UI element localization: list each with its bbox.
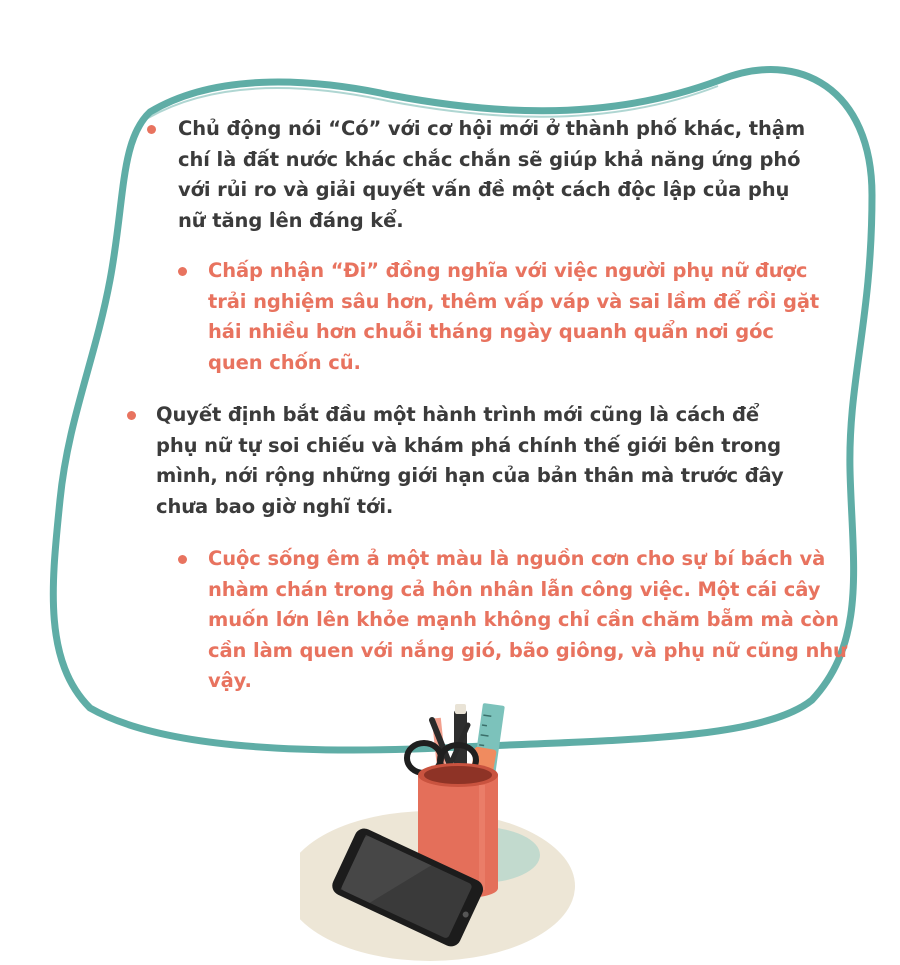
bullet-item-2 bbox=[208, 256, 828, 378]
bullet-text: Chủ động nói “Có” với cơ hội mới ở thành phố khác, thậm chí là đất nước khác chắc chắn sẽ giúp khả năng ứng phó với rủi ro và giải quyết vấn đề một cách độc lập của phụ nữ tăng lên đáng kể. bbox=[178, 117, 806, 232]
desk-illustration bbox=[300, 690, 600, 965]
bullet-text: Quyết định bắt đầu một hành trình mới cũng là cách để phụ nữ tự soi chiếu và khám phá chính thế giới bên trong mình, nới rộng những giới hạn của bản thân mà trước đây chưa bao giờ nghĩ tới. bbox=[156, 403, 784, 518]
bullet-text: Cuộc sống êm ả một màu là nguồn cơn cho sự bí bách và nhàm chán trong cả hôn nhân lẫn công việc. Một cái cây muốn lớn lên khỏe mạnh không chỉ cần chăm bẵm mà còn cần làm quen với nắng gió, bão giông, và phụ nữ cũng như vậy. bbox=[208, 547, 847, 692]
bullet-item-3 bbox=[156, 400, 796, 522]
bullet-dot-icon bbox=[147, 125, 156, 134]
bullet-dot-icon bbox=[127, 411, 136, 420]
bullet-dot-icon bbox=[178, 555, 187, 564]
bullet-item-1 bbox=[178, 114, 818, 236]
bullet-item-4 bbox=[208, 544, 848, 697]
bullet-dot-icon bbox=[178, 267, 187, 276]
bullet-text: Chấp nhận “Đi” đồng nghĩa với việc người phụ nữ được trải nghiệm sâu hơn, thêm vấp váp và sai lầm để rồi gặt hái nhiều hơn chuỗi tháng ngày quanh quẩn nơi góc quen chốn cũ. bbox=[208, 259, 820, 374]
